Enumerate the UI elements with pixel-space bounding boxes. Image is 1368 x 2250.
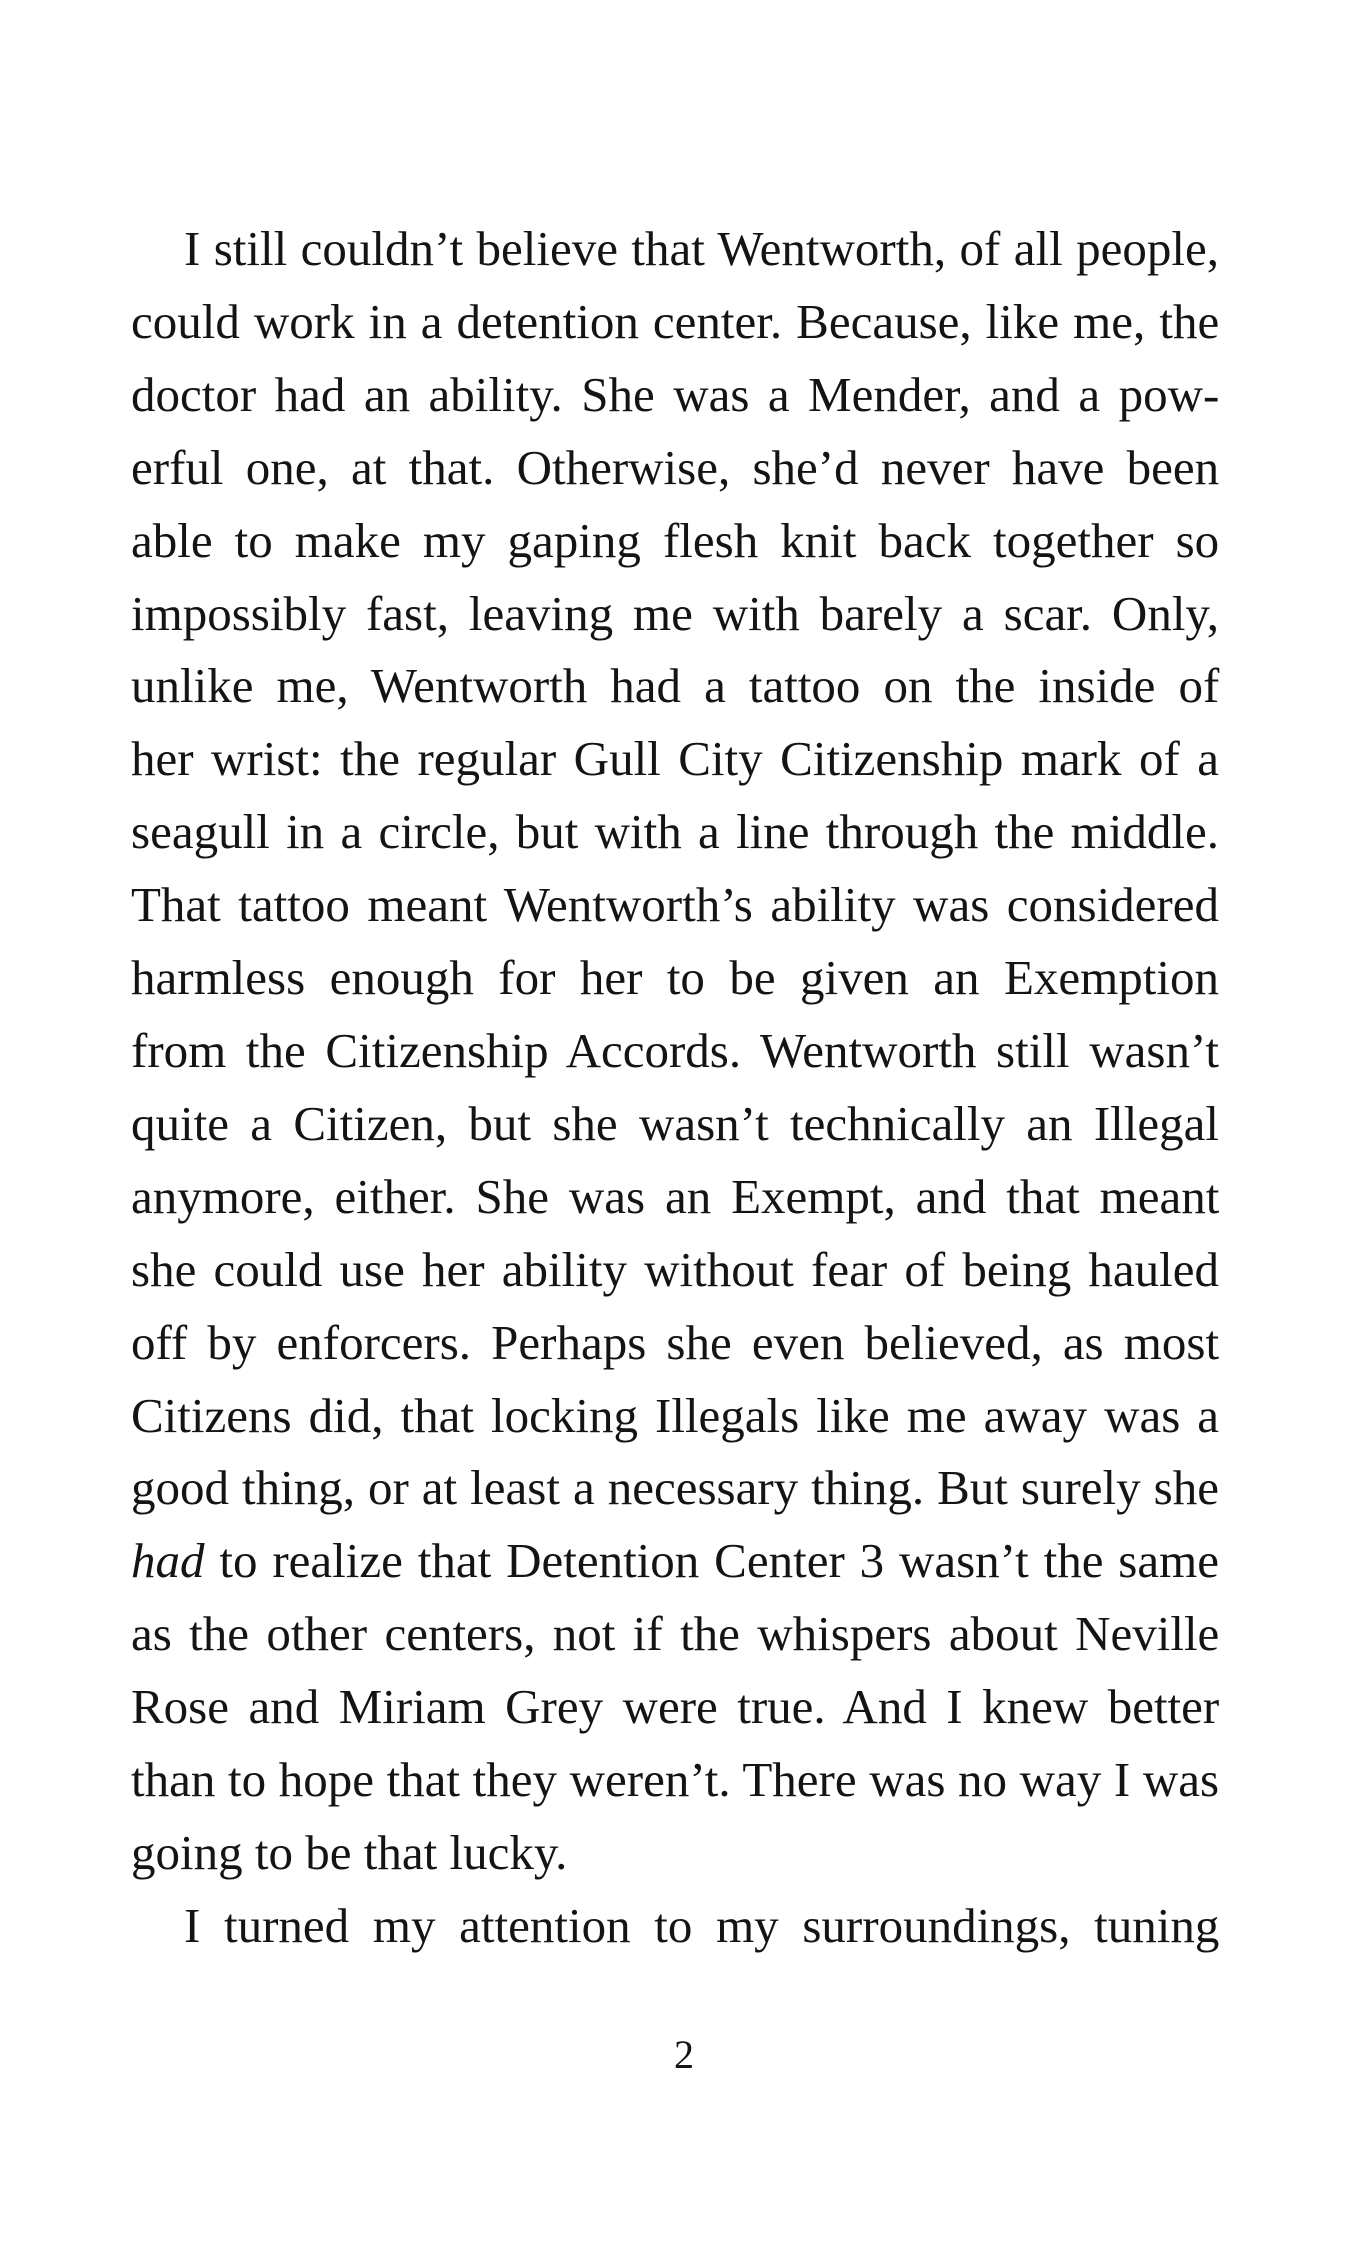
text-line: as the other centers, not if the whispers about Neville: [131, 1606, 1220, 1662]
text-line: erful one, at that. Otherwise, she’d never have been: [131, 439, 1220, 495]
text-line: harmless enough for her to be given an Exemption: [131, 950, 1219, 1006]
page-number: 2: [674, 2032, 694, 2077]
text-line: her wrist: the regular Gull City Citizenship mark of a: [131, 731, 1220, 787]
text-line: impossibly fast, leaving me with barely a scar. Only,: [131, 585, 1219, 641]
text-line: doctor had an ability. She was a Mender, and a pow-: [131, 366, 1220, 422]
body-text: [131, 213, 1219, 1963]
text-line: anymore, either. She was an Exempt, and that meant: [131, 1168, 1220, 1224]
text-fragment: to realize that Detention Center 3 wasn’t the same: [204, 1533, 1219, 1589]
text-line: she could use her ability without fear of being hauled: [131, 1241, 1219, 1297]
text-line-with-italic: [131, 1525, 1219, 1598]
paragraph-2: [131, 1890, 1219, 1963]
text-line: unlike me, Wentworth had a tattoo on the inside of: [131, 658, 1220, 714]
text-line: That tattoo meant Wentworth’s ability was considered: [131, 877, 1219, 933]
text-line: quite a Citizen, but she wasn’t technically an Illegal: [131, 1095, 1219, 1151]
text-line: from the Citizenship Accords. Wentworth still wasn’t: [131, 1022, 1219, 1078]
text-line: could work in a detention center. Because, like me, the: [131, 293, 1220, 349]
text-line: going to be that lucky.: [131, 1824, 568, 1880]
paragraph-1: [131, 213, 1219, 1890]
text-line: off by enforcers. Perhaps she even believed, as most: [131, 1314, 1220, 1370]
text-line: Citizens did, that locking Illegals like me away was a: [131, 1387, 1220, 1443]
text-line: than to hope that they weren’t. There was no way I was: [131, 1752, 1220, 1808]
italic-word: had: [131, 1533, 205, 1589]
text-line: Rose and Miriam Grey were true. And I knew better: [131, 1679, 1220, 1735]
text-line: I turned my attention to my surroundings, tuning: [184, 1897, 1220, 1953]
text-line: I still couldn’t believe that Wentworth, of all people,: [184, 221, 1219, 276]
text-line: good thing, or at least a necessary thing. But surely she: [131, 1460, 1219, 1516]
text-line: able to make my gaping flesh knit back together so: [131, 512, 1220, 568]
text-line: seagull in a circle, but with a line through the middle.: [131, 804, 1219, 860]
